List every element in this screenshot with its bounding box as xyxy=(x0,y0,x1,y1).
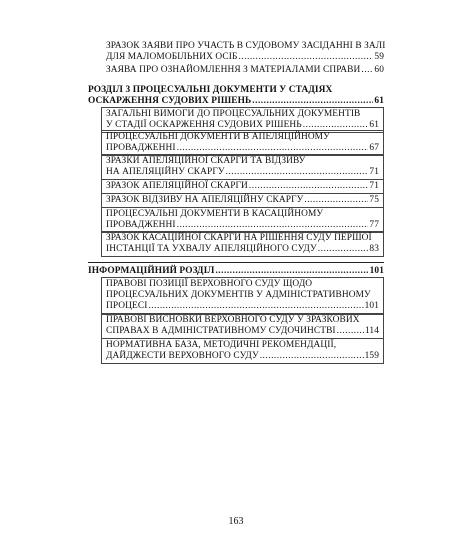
leader-dots xyxy=(337,326,364,337)
toc-page-number: 159 xyxy=(364,351,379,362)
leader-dots xyxy=(226,167,369,178)
toc-entry[interactable] xyxy=(101,338,384,364)
leader-dots xyxy=(148,301,363,312)
toc-entry-text: ІНСТАНЦІЇ ТА УХВАЛУ АПЕЛЯЦІЙНОГО СУДУ xyxy=(106,244,317,255)
toc-page-number: 114 xyxy=(364,326,379,337)
toc-section-heading[interactable] xyxy=(88,85,384,107)
toc-entry-text: ПРОЦЕСУАЛЬНІ ДОКУМЕНТИ В КАСАЦІЙНОМУ xyxy=(106,209,324,219)
toc-entry[interactable] xyxy=(101,193,384,208)
toc-entry-text: ІНФОРМАЦІЙНИЙ РОЗДІЛ xyxy=(88,266,215,276)
toc-entry[interactable] xyxy=(101,130,384,156)
toc-entry-text: ЗРАЗОК ВІДЗИВУ НА АПЕЛЯЦІЙНУ СКАРГУ xyxy=(106,195,304,205)
toc-entry-text: НА АПЕЛЯЦІЙНУ СКАРГУ xyxy=(106,167,225,178)
toc-entry-text: ЗРАЗКИ АПЕЛЯЦІЙНОЇ СКАРГИ ТА ВІДЗИВУ xyxy=(106,156,306,166)
toc-entry[interactable] xyxy=(101,277,384,315)
toc-page-number: 101 xyxy=(364,301,379,312)
toc-page-number: 77 xyxy=(369,220,379,231)
leader-dots xyxy=(318,244,369,255)
toc-entry[interactable] xyxy=(101,313,384,339)
leader-dots xyxy=(252,96,373,107)
toc-page-number: 61 xyxy=(369,120,379,131)
leader-dots xyxy=(177,220,369,231)
toc-entry-text: ПРОВАДЖЕННІ xyxy=(106,220,176,231)
toc-entry-text: ДЛЯ МАЛОМОБІЛЬНИХ ОСІБ xyxy=(106,52,238,63)
page-number: 163 xyxy=(228,516,244,527)
leader-dots xyxy=(215,266,368,277)
toc-page-number: 71 xyxy=(369,167,379,178)
leader-dots xyxy=(238,52,373,63)
toc-entry-text: ЗРАЗОК АПЕЛЯЦІЙНОЇ СКАРГИ xyxy=(106,181,248,191)
section-divider xyxy=(88,262,384,263)
toc-entry[interactable] xyxy=(106,65,384,76)
toc-page-number: 60 xyxy=(374,65,384,75)
leader-dots xyxy=(304,195,368,206)
toc-page-number: 67 xyxy=(369,143,379,154)
leader-dots xyxy=(260,351,364,362)
toc-entry-text: ЗАЯВА ПРО ОЗНАЙОМЛЕННЯ З МАТЕРІАЛАМИ СПРАВИ xyxy=(106,65,361,75)
toc-entry-text: ДАЙДЖЕСТИ ВЕРХОВНОГО СУДУ xyxy=(106,351,259,362)
toc-entry[interactable] xyxy=(101,231,384,257)
toc-entry[interactable] xyxy=(101,207,384,233)
toc-page-number: 83 xyxy=(369,244,379,255)
toc-page-number: 71 xyxy=(369,181,379,191)
leader-dots xyxy=(249,181,369,192)
toc-entry-text: ПРАВОВІ ВИСНОВКИ ВЕРХОВНОГО СУДУ У ЗРАЗКОВИХ xyxy=(106,315,360,325)
toc-entry-text: ПРОЦЕСУАЛЬНІ ДОКУМЕНТИ В АПЕЛЯЦІЙНОМУ xyxy=(106,132,330,142)
toc-entry[interactable] xyxy=(106,41,384,63)
toc-entry[interactable] xyxy=(101,179,384,194)
toc-entry-text: НОРМАТИВНА БАЗА, МЕТОДИЧНІ РЕКОМЕНДАЦІЇ, xyxy=(106,340,337,350)
toc-entry-text: ПРОЦЕСІ xyxy=(106,301,148,312)
toc-page-number: 101 xyxy=(369,266,384,276)
toc-entry-text: СПРАВАХ В АДМІНІСТРАТИВНОМУ СУДОЧИНСТВІ xyxy=(106,326,336,337)
toc-entry-text: РОЗДІЛ 3 ПРОЦЕСУАЛЬНІ ДОКУМЕНТИ У СТАДІЯХ xyxy=(88,85,333,95)
toc-section-heading[interactable] xyxy=(88,266,384,277)
toc-entry-text: У СТАДІЇ ОСКАРЖЕННЯ СУДОВИХ РІШЕНЬ xyxy=(106,120,302,131)
toc-entry-text: ПРОЦЕСУАЛЬНИХ ДОКУМЕНТІВ У АДМІНІСТРАТИВНОМУ xyxy=(106,290,371,301)
toc-page-number: 59 xyxy=(374,52,384,63)
toc-entry-text: ПРАВОВІ ПОЗИЦІЇ ВЕРХОВНОГО СУДУ ЩОДО xyxy=(106,279,313,289)
toc-page-number: 61 xyxy=(374,96,384,107)
leader-dots xyxy=(361,65,373,76)
toc-page-number: 75 xyxy=(369,195,379,205)
toc-entry-text: ЗРАЗОК ЗАЯВИ ПРО УЧАСТЬ В СУДОВОМУ ЗАСІДАННІ В ЗАЛІ xyxy=(106,41,386,51)
toc-entry-text: ОСКАРЖЕННЯ СУДОВИХ РІШЕНЬ xyxy=(88,96,252,107)
leader-dots xyxy=(177,143,369,154)
toc-entry[interactable] xyxy=(101,154,384,180)
toc-entry-text: ЗРАЗОК КАСАЦІЙНОЇ СКАРГИ НА РІШЕННЯ СУДУ ПЕРШОЇ xyxy=(106,233,372,243)
toc-entry-text: ПРОВАДЖЕННІ xyxy=(106,143,176,154)
toc-entry-text: ЗАГАЛЬНІ ВИМОГИ ДО ПРОЦЕСУАЛЬНИХ ДОКУМЕНТІВ xyxy=(106,109,361,119)
